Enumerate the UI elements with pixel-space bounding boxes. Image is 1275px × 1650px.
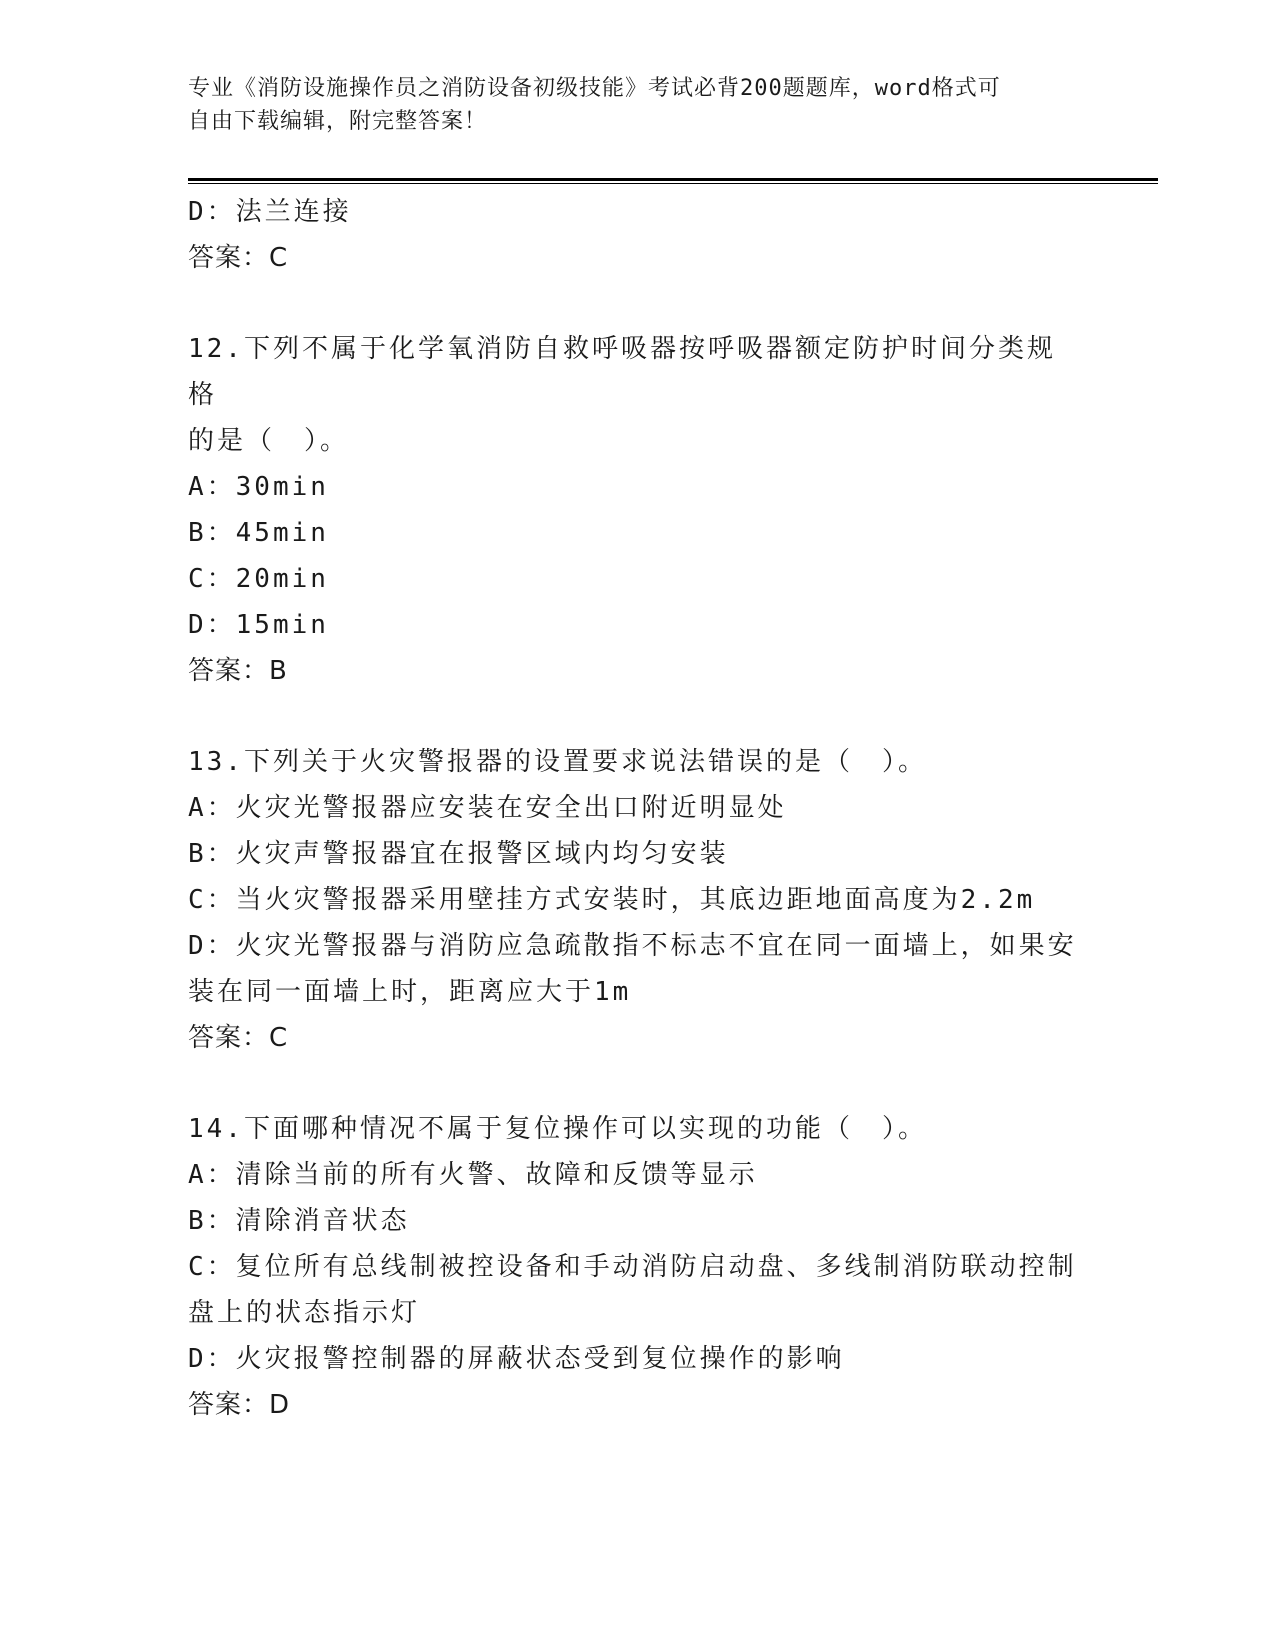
- option-c: C：20min: [188, 564, 329, 594]
- document-header: [188, 72, 1068, 138]
- header-rule-thick: [188, 178, 1158, 181]
- header-line-2: 自由下载编辑，附完整答案！: [188, 109, 488, 134]
- question-stem: 14.下面哪种情况不属于复位操作可以实现的功能（ ）。: [188, 1114, 927, 1144]
- option-d: D：15min: [188, 610, 329, 640]
- question-14: [188, 1106, 1078, 1428]
- answer-line: 答案：D: [188, 1390, 291, 1420]
- question-13: [188, 739, 1078, 1061]
- option-d-continued: 装在同一面墙上时，距离应大于1m: [188, 977, 632, 1007]
- question-stem: 13.下列关于火灾警报器的设置要求说法错误的是（ ）。: [188, 747, 927, 777]
- header-rule-thin: [188, 183, 1158, 184]
- question-stem: 12.下列不属于化学氧消防自救呼吸器按呼吸器额定防护时间分类规格: [188, 334, 1056, 410]
- option-c: C：复位所有总线制被控设备和手动消防启动盘、多线制消防联动控制: [188, 1252, 1077, 1282]
- header-line-1: 专业《消防设施操作员之消防设备初级技能》考试必背200题题库，word格式可: [188, 76, 1001, 101]
- option-b: B：清除消音状态: [188, 1206, 410, 1236]
- option-d: D：火灾报警控制器的屏蔽状态受到复位操作的影响: [188, 1344, 845, 1374]
- option-a: A：清除当前的所有火警、故障和反馈等显示: [188, 1160, 758, 1190]
- answer-line: 答案：B: [188, 656, 288, 686]
- question-list: [188, 189, 1078, 1428]
- previous-question-tail: [188, 189, 1078, 281]
- option-c-continued: 盘上的状态指示灯: [188, 1298, 421, 1328]
- answer-line: 答案：C: [188, 1023, 289, 1053]
- question-stem-continued: 的是（ ）。: [188, 426, 350, 456]
- option-d: D：法兰连接: [188, 197, 352, 227]
- option-c: C：当火灾警报器采用壁挂方式安装时，其底边距地面高度为2.2m: [188, 885, 1036, 915]
- answer-line: 答案：C: [188, 243, 289, 273]
- option-a: A：火灾光警报器应安装在安全出口附近明显处: [188, 793, 787, 823]
- option-b: B：45min: [188, 518, 329, 548]
- option-b: B：火灾声警报器宜在报警区域内均匀安装: [188, 839, 729, 869]
- option-a: A：30min: [188, 472, 329, 502]
- question-12: [188, 326, 1078, 694]
- option-d: D：火灾光警报器与消防应急疏散指不标志不宜在同一面墙上，如果安: [188, 931, 1077, 961]
